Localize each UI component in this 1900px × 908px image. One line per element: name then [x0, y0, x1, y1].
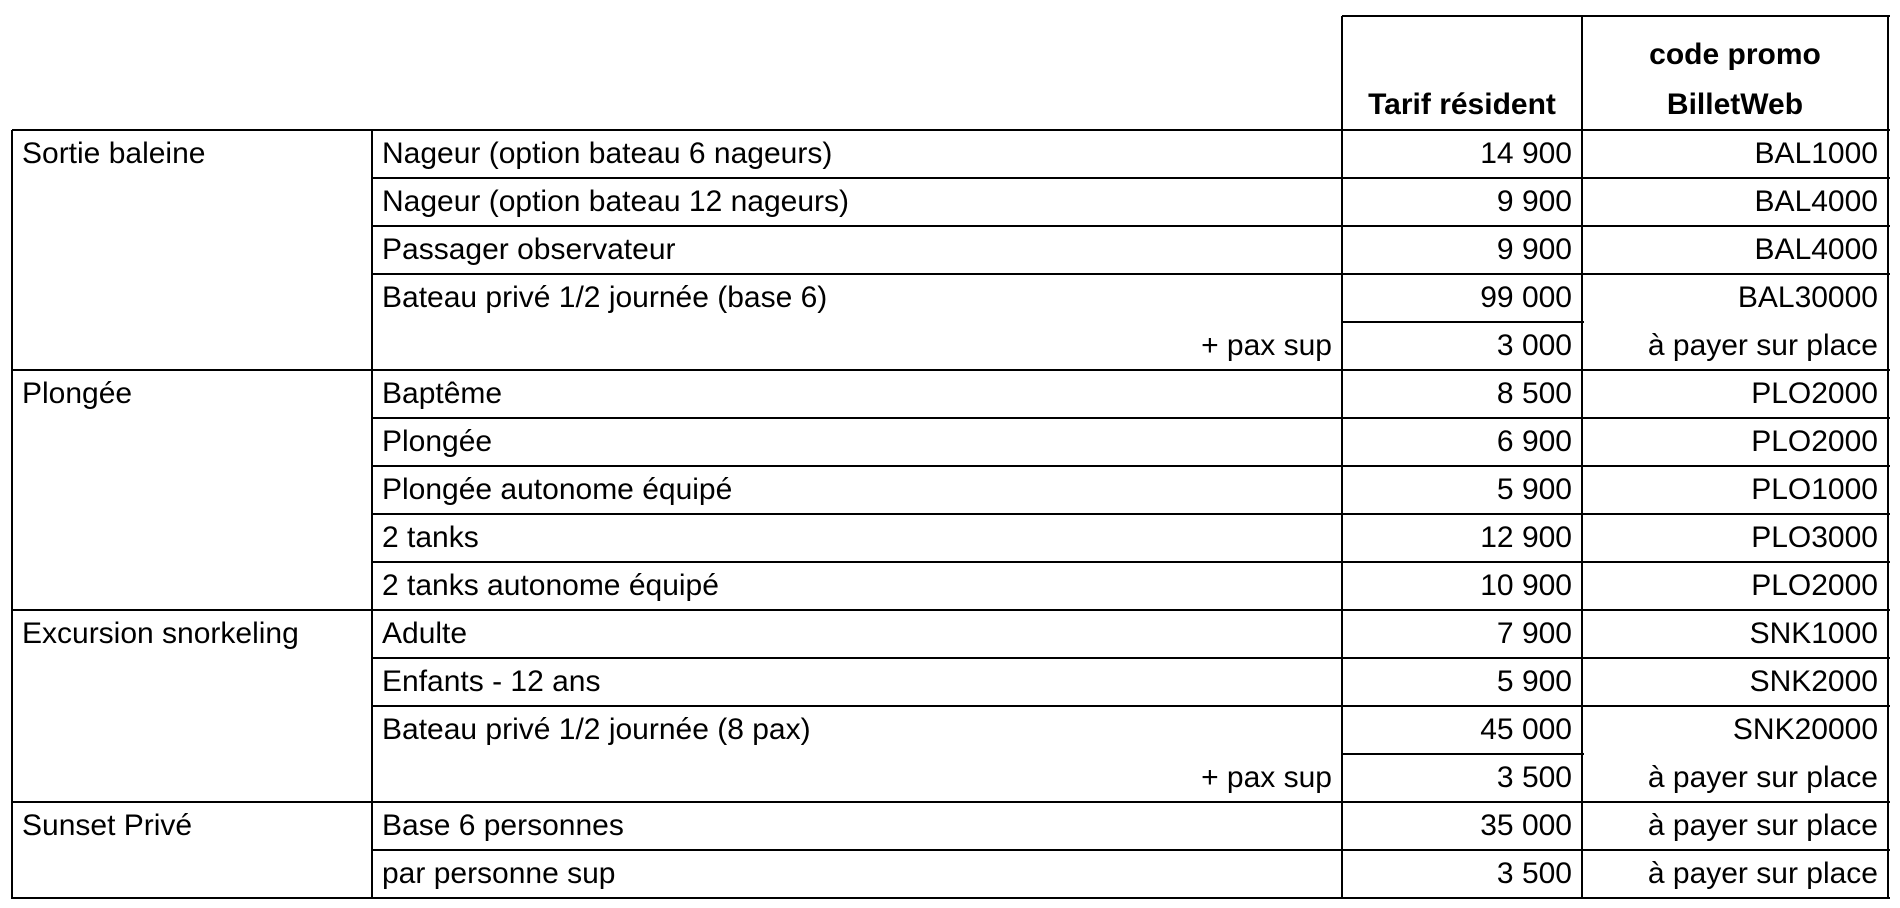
column-divider: [11, 130, 13, 899]
row-divider: [372, 177, 1890, 179]
header-tarif: Tarif résident: [1368, 88, 1556, 121]
price-cell: 7 900: [1496, 617, 1572, 650]
column-divider: [371, 130, 373, 899]
column-divider: [1581, 16, 1583, 899]
item-label: Nageur (option bateau 6 nageurs): [382, 137, 833, 170]
row-divider: [372, 657, 1890, 659]
row-divider: [372, 705, 1890, 707]
price-cell: 99 000: [1480, 281, 1572, 314]
extra-pax-label: + pax sup: [1201, 329, 1332, 362]
row-divider: [12, 609, 1890, 611]
item-label: 2 tanks autonome équipé: [382, 569, 719, 602]
price-cell: 14 900: [1480, 137, 1572, 170]
promo-code-cell: BAL30000: [1737, 281, 1878, 314]
item-label: Plongée autonome équipé: [382, 473, 733, 506]
promo-code-cell: PLO1000: [1751, 473, 1878, 506]
row-divider: [12, 801, 1890, 803]
item-label: Passager observateur: [382, 233, 676, 266]
price-cell: 3 500: [1496, 761, 1572, 794]
promo-code-cell: à payer sur place: [1647, 857, 1878, 890]
header-promo-line1: code promo: [1649, 38, 1821, 71]
item-label: Baptême: [382, 377, 503, 410]
price-cell: 9 900: [1496, 185, 1572, 218]
row-divider: [12, 129, 1890, 131]
price-cell: 10 900: [1480, 569, 1572, 602]
price-cell: 35 000: [1480, 809, 1572, 842]
row-divider: [372, 417, 1890, 419]
promo-code-cell: à payer sur place: [1647, 809, 1878, 842]
promo-code-cell: PLO2000: [1751, 569, 1878, 602]
promo-code-cell: à payer sur place: [1647, 329, 1878, 362]
promo-code-cell: PLO2000: [1751, 425, 1878, 458]
promo-code-cell: BAL4000: [1754, 185, 1878, 218]
promo-code-cell: à payer sur place: [1647, 761, 1878, 794]
category-label: Excursion snorkeling: [22, 617, 299, 650]
category-label: Sunset Privé: [22, 809, 193, 842]
item-label: par personne sup: [382, 857, 616, 890]
promo-code-cell: SNK20000: [1732, 713, 1878, 746]
row-divider: [1342, 321, 1584, 323]
row-divider: [372, 513, 1890, 515]
extra-pax-label: + pax sup: [1201, 761, 1332, 794]
item-label: 2 tanks: [382, 521, 479, 554]
promo-code-cell: BAL1000: [1754, 137, 1878, 170]
item-label: Bateau privé 1/2 journée (8 pax): [382, 713, 811, 746]
price-cell: 12 900: [1480, 521, 1572, 554]
column-divider: [1341, 16, 1343, 899]
price-cell: 45 000: [1480, 713, 1572, 746]
row-divider: [12, 369, 1890, 371]
item-label: Bateau privé 1/2 journée (base 6): [382, 281, 828, 314]
row-divider: [12, 897, 1890, 899]
price-cell: 5 900: [1496, 665, 1572, 698]
price-cell: 3 000: [1496, 329, 1572, 362]
promo-code-cell: PLO2000: [1751, 377, 1878, 410]
item-label: Plongée: [382, 425, 493, 458]
item-label: Enfants - 12 ans: [382, 665, 601, 698]
row-divider: [372, 225, 1890, 227]
column-divider: [1887, 16, 1889, 899]
price-cell: 8 500: [1496, 377, 1572, 410]
category-label: Sortie baleine: [22, 137, 206, 170]
promo-code-cell: SNK1000: [1749, 617, 1878, 650]
price-cell: 6 900: [1496, 425, 1572, 458]
row-divider: [1342, 753, 1584, 755]
item-label: Nageur (option bateau 12 nageurs): [382, 185, 849, 218]
row-divider: [372, 561, 1890, 563]
item-label: Base 6 personnes: [382, 809, 624, 842]
row-divider: [372, 465, 1890, 467]
price-cell: 3 500: [1496, 857, 1572, 890]
promo-code-cell: SNK2000: [1749, 665, 1878, 698]
promo-code-cell: BAL4000: [1754, 233, 1878, 266]
row-divider: [1342, 15, 1890, 17]
price-cell: 9 900: [1496, 233, 1572, 266]
row-divider: [372, 273, 1890, 275]
row-divider: [372, 849, 1890, 851]
category-label: Plongée: [22, 377, 133, 410]
price-cell: 5 900: [1496, 473, 1572, 506]
item-label: Adulte: [382, 617, 468, 650]
header-promo-line2: BilletWeb: [1666, 88, 1804, 121]
promo-code-cell: PLO3000: [1751, 521, 1878, 554]
